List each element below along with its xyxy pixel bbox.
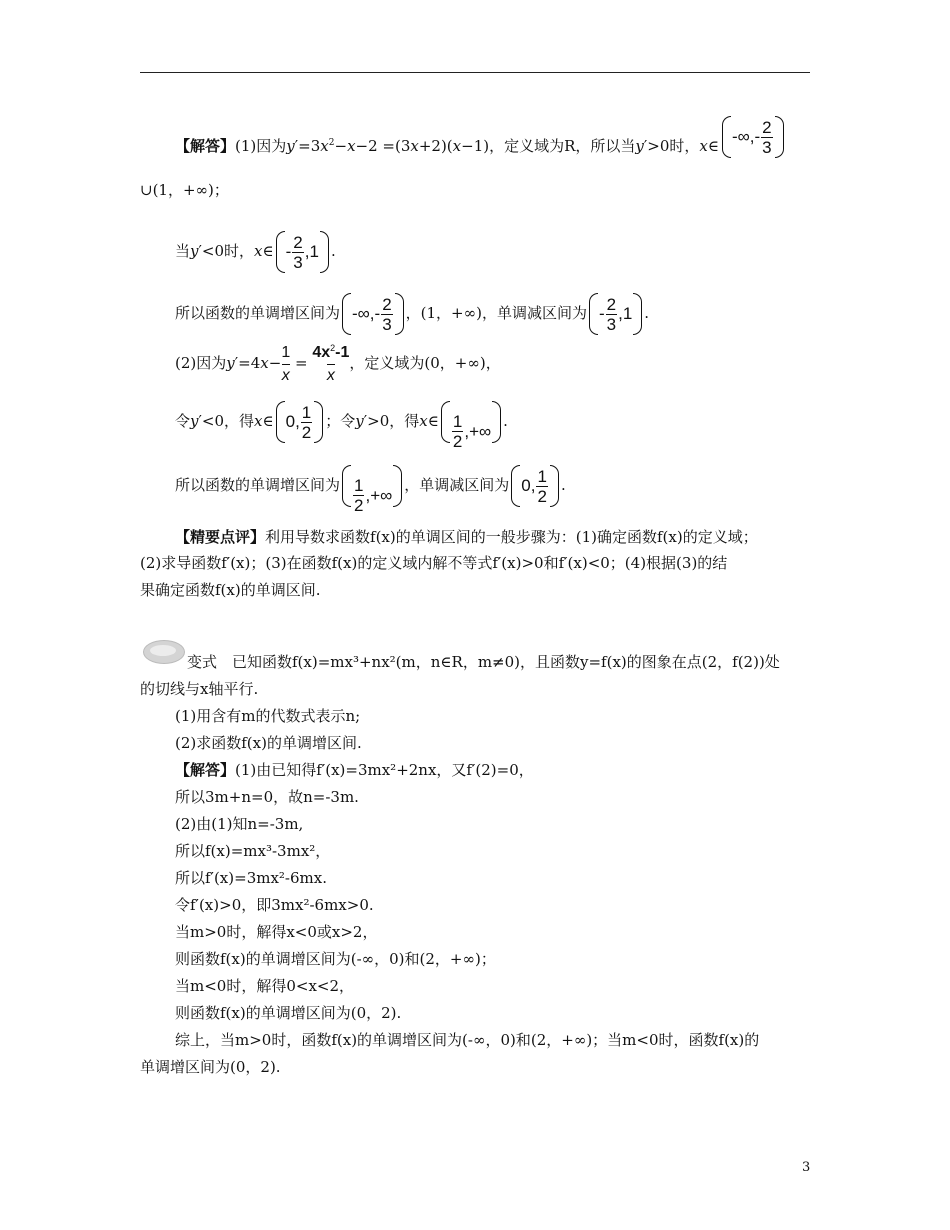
variant-question-1: (1)用含有m的代数式表示n;	[175, 707, 361, 725]
variant-answer-1: 【解答】(1)由已知得f′(x)=3mx²+2nx，又f′(2)=0，	[175, 761, 534, 779]
answer-line-1: 【解答】(1)因为$y'=3x^2-x-2 =(3x+2)(x-1)$，定义域为R，所以当y′>0时，x∈	[175, 137, 719, 155]
interval-box-7: $\frac{1}{2}$ ,+∞	[342, 463, 402, 509]
variant-answer-8: 则函数f(x)的单调增区间为(-∞，0)和(2，+∞)；	[175, 950, 496, 968]
review-label: 【精要点评】	[175, 528, 266, 546]
review-line-1: 【精要点评】利用导数求函数f(x)的单调区间的一般步骤为：(1)确定函数f(x)的定义域；	[175, 528, 758, 546]
variant-badge-icon	[143, 640, 185, 664]
page-number: 3	[802, 1160, 811, 1175]
summary-line-1: 综上，当m>0时，函数f(x)的单调增区间为(-∞，0)和(2，+∞)；当m<0时，函数f(x)的	[175, 1031, 760, 1049]
fraction-1-over-x: $\frac{1}{x}$	[281, 342, 290, 387]
answer-line-5: (2)因为y′=4x− $\frac{1}{x}$ = $\frac{4x^2-1}{x}$ ，定义域为(0，+∞)，	[175, 338, 501, 388]
interval-box-6: $\frac{1}{2}$ ,+∞	[441, 399, 501, 445]
variant-line-1: 变式 已知函数f(x)=mx³+nx²(m，n∈R，m≠0)，且函数y=f(x)的图象在点(2，f(2))处	[187, 653, 780, 671]
answer-line-3: 当y′<0时，x∈ - $\frac{2}{3}$ ,1 .	[175, 228, 336, 274]
interval-box-2: - $\frac{2}{3}$ ,1	[276, 229, 329, 275]
answer-line-6: 令y′<0，得x∈ 0, $\frac{1}{2}$ ；令y′>0，得x∈ $\frac{1}{2}$ ,+∞ .	[175, 398, 508, 444]
fraction-derivative: $\frac{4x^2-1}{x}$	[312, 342, 349, 387]
interval-box-1: -∞,- $\frac{2}{3}$	[720, 114, 786, 160]
interval-box-3: -∞,- $\frac{2}{3}$	[342, 291, 404, 337]
interval-box-8: 0, $\frac{1}{2}$	[511, 463, 559, 509]
variant-answer-4: 所以f(x)=mx³-3mx²，	[175, 842, 331, 860]
variant-answer-9: 当m<0时，解得0<x<2，	[175, 977, 355, 995]
variant-answer-5: 所以f′(x)=3mx²-6mx.	[175, 869, 327, 887]
answer-line-7: 所以函数的单调增区间为 $\frac{1}{2}$ ,+∞ ，单调减区间为 0, $\frac{1}{2}$ .	[175, 462, 566, 508]
answer-line-4: 所以函数的单调增区间为 -∞,- $\frac{2}{3}$ ，(1，+∞)，单调减区间为 - $\frac{2}{3}$ ,1 .	[175, 290, 649, 336]
variant-line-2: 的切线与x轴平行.	[140, 680, 259, 698]
variant-answer-label: 【解答】	[175, 761, 236, 779]
variant-answer-2: 所以3m+n=0，故n=-3m.	[175, 788, 359, 806]
review-line-2: (2)求导函数f′(x)；(3)在函数f(x)的定义域内解不等式f′(x)>0和f′(x)<0；(4)根据(3)的结	[140, 554, 728, 572]
variant-answer-10: 则函数f(x)的单调增区间为(0，2).	[175, 1004, 402, 1022]
review-line-3: 果确定函数f(x)的单调区间.	[140, 581, 321, 599]
summary-line-2: 单调增区间为(0，2).	[140, 1058, 281, 1076]
answer-line-2: ∪(1，+∞)；	[140, 181, 229, 199]
variant-answer-3: (2)由(1)知n=-3m,	[175, 815, 304, 833]
variant-answer-7: 当m>0时，解得x<0或x>2，	[175, 923, 378, 941]
interval-box-5: 0, $\frac{1}{2}$	[276, 399, 324, 445]
interval-box-4: - $\frac{2}{3}$ ,1	[589, 291, 642, 337]
variant-answer-6: 令f′(x)>0，即3mx²-6mx>0.	[175, 896, 374, 914]
header-rule	[140, 72, 810, 73]
answer-label: 【解答】	[175, 137, 236, 155]
variant-question-2: (2)求函数f(x)的单调增区间.	[175, 734, 362, 752]
